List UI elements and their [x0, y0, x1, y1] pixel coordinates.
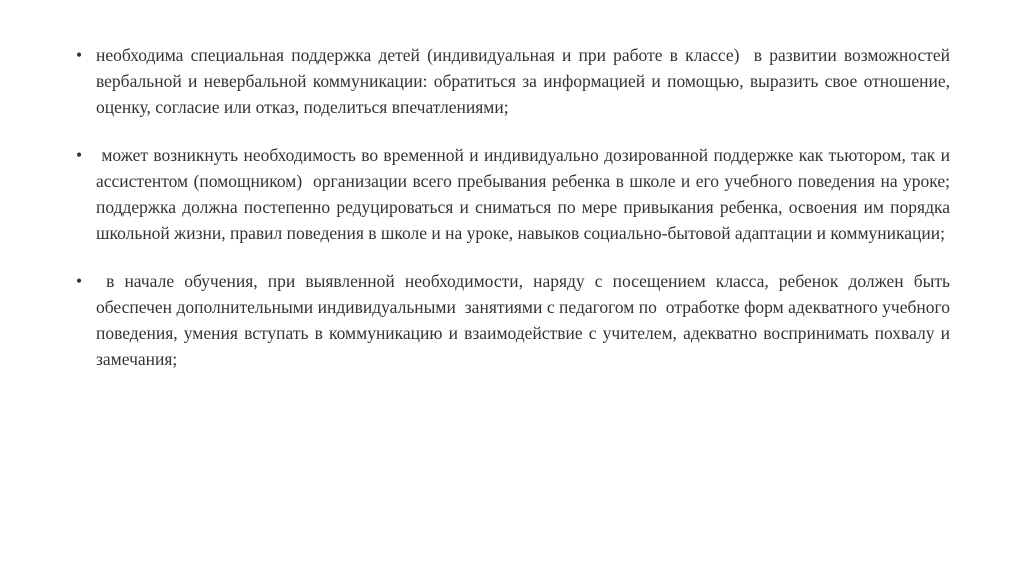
bullet-text: в начале обучения, при выявленной необходимости, наряду с посещением класса, ребенок должен быть обеспечен дополнительными индивидуальными занятиями с педагогом по отработке форм адекватного учебного поведения, умения вступать в коммуникацию и взаимодействие с учителем, адекватно воспринимать похвалу и замечания;: [96, 271, 955, 369]
list-item: [76, 142, 955, 246]
bullet-icon: •: [76, 271, 83, 291]
bullet-icon: •: [76, 45, 83, 65]
bullet-text: может возникнуть необходимость во временной и индивидуально дозированной поддержке как тьютором, так и ассистентом (помощником) организации всего пребывания ребенка в школе и его учебного поведения на уроке; поддержка должна постепенно редуцироваться и сниматься по мере привыкания ребенка, освоения им порядка школьной жизни, правил поведения в школе и на уроке, навыков социально-бытовой адаптации и коммуникации;: [96, 145, 955, 243]
list-item: [76, 268, 955, 372]
bullet-icon: •: [76, 145, 83, 165]
bullet-list: [76, 42, 955, 394]
list-item: [76, 42, 955, 120]
bullet-text: необходима специальная поддержка детей (индивидуальная и при работе в классе) в развитии возможностей вербальной и невербальной коммуникации: обратиться за информацией и помощью, выразить свое отношение, оценку, согласие или отказ, поделиться впечатлениями;: [96, 45, 955, 117]
